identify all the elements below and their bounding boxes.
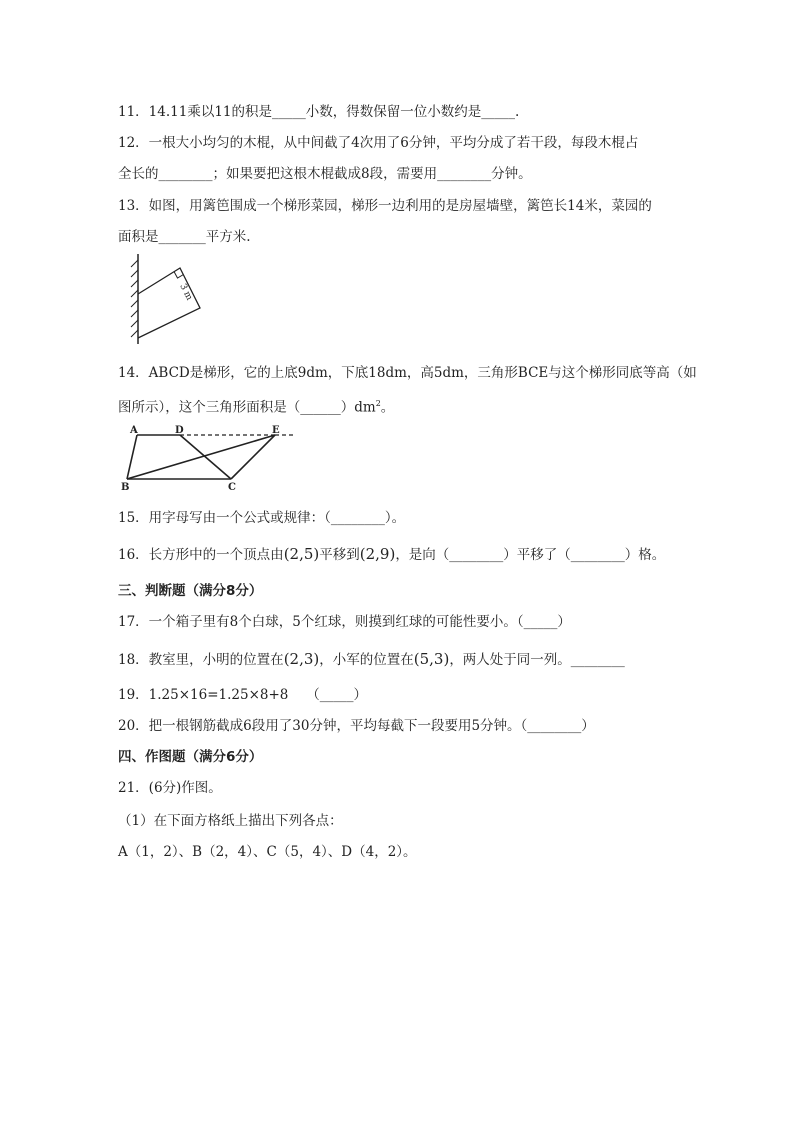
vertex-label-d: D xyxy=(175,425,184,436)
question-17: 17．一个箱子里有8个白球，5个红球，则摸到红球的可能性要小。（_____） xyxy=(118,614,571,630)
figure-label-3m: 3 m xyxy=(177,282,194,303)
section-4-heading: 四、作图题（满分6分） xyxy=(118,749,263,765)
question-21-points: A（1，2）、B（2，4）、C（5，4）、D（4，2）。 xyxy=(118,844,417,860)
question-21-part1: （1）在下面方格纸上描出下列各点： xyxy=(118,813,343,829)
question-12-line2: 全长的________；如果要把这根木棍截成8段，需要用________分钟。 xyxy=(118,166,532,182)
question-18: 18．教室里，小明的位置在(2,3)，小军的位置在(5,3)，两人处于同一列。________ xyxy=(118,650,625,668)
question-19: 19．1.25×16=1.25×8+8 （_____） xyxy=(118,687,367,703)
question-13-line1: 13．如图，用篱笆围成一个梯形菜园，梯形一边利用的是房屋墙壁，篱笆长14米，菜园的 xyxy=(118,198,652,214)
question-14-line2: 图所示），这个三角形面积是$(\_\_\_\_\_\_)dm^2$。 xyxy=(118,399,395,416)
garden-trapezoid-figure xyxy=(120,252,220,347)
section-3-heading: 三、判断题（满分8分） xyxy=(118,583,263,599)
question-21: 21．(6分)作图。 xyxy=(118,780,222,796)
vertex-label-b: B xyxy=(121,482,130,493)
question-13-line2: 面积是_______平方米. xyxy=(118,229,251,245)
question-16: 16．长方形中的一个顶点由(2,5)平移到(2,9)，是向（________）平移了（________）格。 xyxy=(118,545,666,563)
question-14-line1: 14．ABCD是梯形，它的上底9dm，下底18dm，高5dm，三角形BCE与这个梯形同底等高（如 xyxy=(118,365,697,381)
vertex-label-c: C xyxy=(228,482,236,493)
vertex-label-e: E xyxy=(272,425,280,436)
question-15: 15．用字母写由一个公式或规律：（________）。 xyxy=(118,510,406,526)
vertex-label-a: A xyxy=(130,425,138,436)
trapezoid-triangle-figure xyxy=(115,422,305,494)
question-11: 11．14.11乘以11的积是_____小数，得数保留一位小数约是_____. xyxy=(118,104,520,120)
question-12-line1: 12．一根大小均匀的木棍，从中间截了4次用了6分钟，平均分成了若干段，每段木棍占 xyxy=(118,135,639,151)
question-20: 20．把一根钢筋截成6段用了30分钟，平均每截下一段要用5分钟。（________） xyxy=(118,718,595,734)
